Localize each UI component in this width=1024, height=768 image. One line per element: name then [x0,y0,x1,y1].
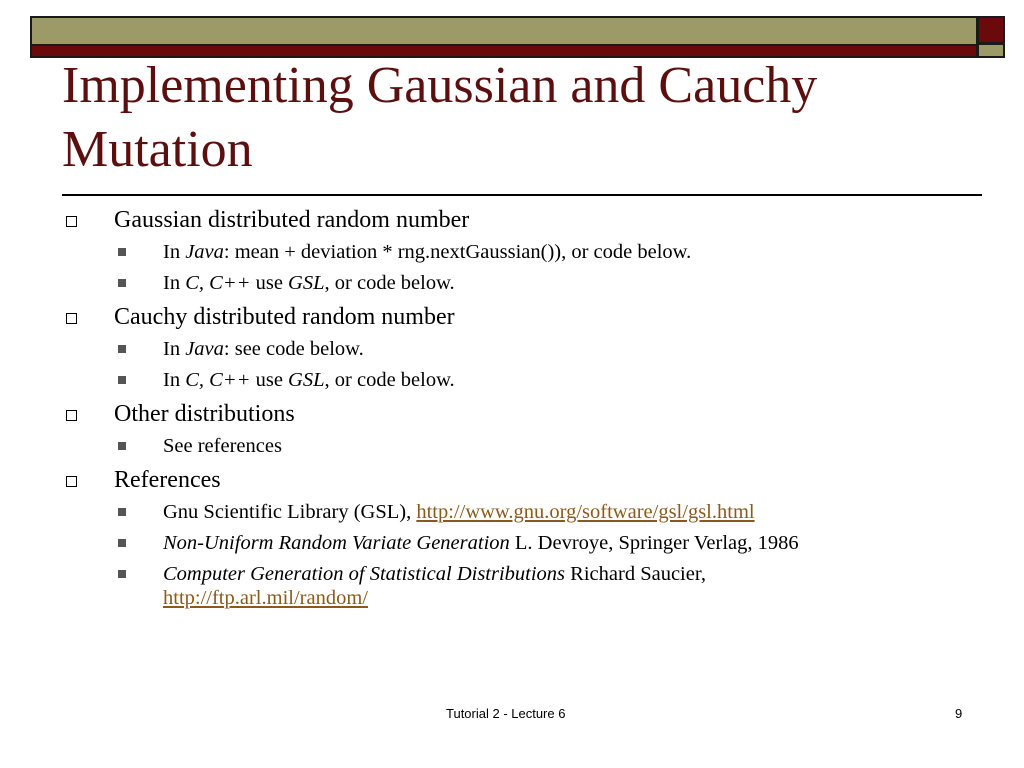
sub-bullet-gaussian-c [0,271,1024,295]
square-bullet-icon [118,539,126,547]
arl-random-link[interactable]: http://ftp.arl.mil/random/ [163,587,368,609]
sub-bullet-see-references [0,434,1024,458]
sub-text-italic: C, C++ [185,272,251,294]
bullet-references [0,465,1024,495]
sub-text-italic: GSL [288,272,325,294]
sub-bullet-gaussian-java [0,240,1024,264]
bullet-text: Cauchy distributed random number [114,304,455,330]
page-number: 9 [955,706,963,721]
sub-text: use [250,369,289,391]
sub-text: use [250,272,289,294]
square-bullet-icon [118,376,126,384]
sub-text: , or code below. [324,369,455,391]
hollow-square-bullet-icon [66,410,77,421]
bullet-text: Gaussian distributed random number [114,207,470,233]
gsl-link[interactable]: http://www.gnu.org/software/gsl/gsl.html [416,501,755,523]
sub-text: In [163,241,186,263]
sub-text: : mean + deviation * rng.nextGaussian()), or code below. [223,241,692,263]
sub-text: L. Devroye, Springer Verlag, 1986 [509,532,799,554]
sub-text-italic: GSL [288,369,325,391]
square-bullet-icon [118,508,126,516]
sub-bullet-cauchy-c [0,368,1024,392]
sub-text-italic: Computer Generation of Statistical Distributions [163,563,566,585]
bullet-cauchy [0,302,1024,332]
bullet-text: References [114,467,221,493]
hollow-square-bullet-icon [66,313,77,324]
sub-text-italic: Java [185,338,224,360]
bullet-gaussian [0,205,1024,235]
sub-text: In [163,369,186,391]
sub-bullet-ref-devroye [0,531,1024,555]
title-divider [62,194,982,196]
slide-content [0,205,1024,617]
sub-bullet-ref-gsl [0,500,1024,524]
sub-text: In [163,272,186,294]
header-band-olive [30,16,978,46]
square-bullet-icon [118,345,126,353]
sub-text: : see code below. [223,338,364,360]
sub-text-italic: Java [185,241,224,263]
sub-text: , or code below. [324,272,455,294]
bullet-text: Other distributions [114,401,295,427]
square-bullet-icon [118,248,126,256]
sub-bullet-ref-saucier [0,562,1024,610]
square-bullet-icon [118,279,126,287]
sub-text: Gnu Scientific Library (GSL), [163,501,417,523]
sub-text: Richard Saucier, [565,563,706,585]
hollow-square-bullet-icon [66,216,77,227]
sub-text: In [163,338,186,360]
square-bullet-icon [118,570,126,578]
sub-text-italic: Non-Uniform Random Variate Generation [163,532,510,554]
footer-text: Tutorial 2 - Lecture 6 [446,706,566,721]
slide-title: Implementing Gaussian and Cauchy Mutation [62,57,818,178]
square-bullet-icon [118,442,126,450]
bullet-other-distributions [0,399,1024,429]
sub-text-italic: C, C++ [185,369,251,391]
corner-square-maroon [977,16,1005,44]
hollow-square-bullet-icon [66,476,77,487]
sub-bullet-cauchy-java [0,337,1024,361]
sub-text: See references [163,435,282,457]
